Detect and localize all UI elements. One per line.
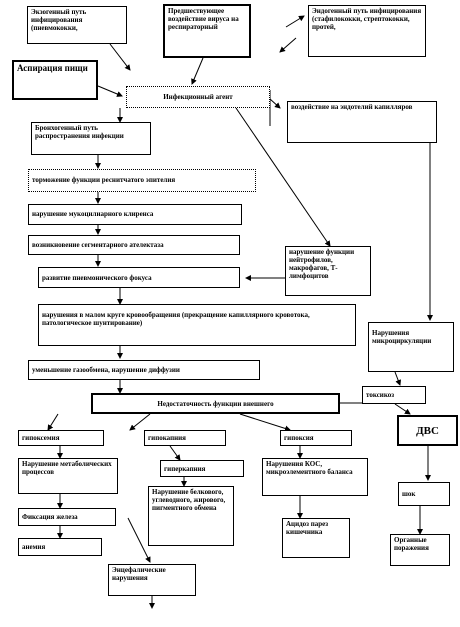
label-exogenous: Экзогенный путь инфицирования (пневмококки, <box>31 8 87 32</box>
node-ciliary <box>28 169 256 192</box>
arrow-hypocapnia <box>130 414 150 430</box>
node-atelectasis <box>28 235 240 255</box>
label-dic: ДВС <box>416 425 439 437</box>
arrow-aspiration <box>98 86 122 96</box>
node-gas-exchange <box>28 360 260 380</box>
label-aspiration: Аспирация пищи <box>17 63 88 73</box>
label-capillary-effect: воздействие на эндотелий капилляров <box>291 103 413 111</box>
node-organ <box>390 534 450 566</box>
arrow-preceding-endogenous <box>286 16 304 27</box>
label-preceding: Предшествующее воздействие вируса на респираторный <box>168 7 239 31</box>
node-hypocapnia <box>144 430 226 446</box>
node-mucociliary <box>28 204 242 225</box>
node-anemia <box>18 538 102 556</box>
node-dic <box>397 415 458 446</box>
label-hypercapnia: гиперкапния <box>164 465 206 473</box>
arrow-preceding <box>192 58 203 84</box>
arrow-hypercapnia <box>170 446 180 460</box>
arrow-toxicosis-dic <box>395 404 410 414</box>
label-cerebral: Энцефалические нарушения <box>112 566 166 582</box>
label-hypocapnia: гипокапния <box>148 434 186 442</box>
node-preceding <box>163 4 251 58</box>
label-cell-function: нарушение функции нейтрофилов, макрофагов, Т-лимфоцитов <box>289 248 355 280</box>
node-hypoxia <box>280 430 352 446</box>
arrow-hypoxemia <box>48 414 58 430</box>
node-shock <box>398 482 450 506</box>
label-toxicosis: токсикоз <box>366 391 395 399</box>
node-aspiration <box>12 60 98 100</box>
node-paresis <box>282 518 350 558</box>
node-resp-failure <box>91 393 340 414</box>
node-metabolic <box>18 458 118 494</box>
label-mucociliary: нарушение мукоцилиарного клиренса <box>32 210 154 218</box>
label-hypoxia: гипоксия <box>284 434 314 442</box>
label-anemia: анемия <box>22 543 46 551</box>
label-small-circle: нарушения в малом круге кровообращения (прекращение капиллярного кровотока, патологическое шунтирование) <box>42 311 310 327</box>
label-resp-failure: Недостаточность функции внешнего <box>157 400 274 408</box>
label-metabolic: Нарушение метаболических процессов <box>22 460 112 476</box>
label-paresis: Ацидоз парез кишечника <box>286 520 329 536</box>
node-infectious-agent <box>126 86 270 108</box>
node-kos <box>262 458 368 496</box>
node-protein <box>148 486 234 546</box>
label-hypoxemia: гипоксемия <box>22 434 60 442</box>
node-cerebral <box>108 564 196 596</box>
label-microcirculation: Нарушения микроциркуляции <box>372 329 432 345</box>
label-endogenous: Эндогенный путь инфицирования (стафилококки, стрептококки, протей, <box>312 7 422 31</box>
label-protein: Нарушение белкового, углеводного, жирового, пигментного обмена <box>152 488 226 512</box>
node-hypercapnia <box>160 460 244 477</box>
node-small-circle <box>38 304 356 346</box>
label-kos: Нарушения КОС, микроэлементного баланса <box>266 460 353 476</box>
label-atelectasis: возникновение сегментарного ателектаза <box>32 241 164 249</box>
arrow-endogenous <box>280 38 296 52</box>
arrow-hypoxia <box>240 414 290 430</box>
label-shock: шок <box>402 490 416 498</box>
node-focus <box>38 267 240 288</box>
node-cell-function <box>285 246 371 296</box>
arrow-cerebral <box>128 518 150 562</box>
node-capillary-effect <box>287 101 437 143</box>
arrow-micro-toxicosis <box>395 372 400 385</box>
label-gas-exchange: уменьшение газообмена, нарушение диффузии <box>32 366 180 374</box>
node-microcirculation <box>368 322 454 372</box>
label-ciliary: торможение функции реснитчатого эпителия <box>32 176 176 184</box>
node-iron <box>18 508 116 526</box>
label-infectious-agent: Инфекционный агент <box>163 93 233 101</box>
node-hypoxemia <box>18 430 104 446</box>
node-exogenous <box>27 6 127 44</box>
node-bronchogenic <box>31 122 151 155</box>
node-toxicosis <box>362 386 426 404</box>
label-focus: развитие пневмонического фокуса <box>42 274 152 282</box>
label-iron: Фиксация железа <box>22 513 78 521</box>
arrow-exogenous <box>110 44 130 70</box>
label-bronchogenic: Бронхогенный путь распространения инфекции <box>35 124 124 140</box>
node-endogenous <box>308 5 426 57</box>
label-organ: Органные поражения <box>394 536 429 552</box>
